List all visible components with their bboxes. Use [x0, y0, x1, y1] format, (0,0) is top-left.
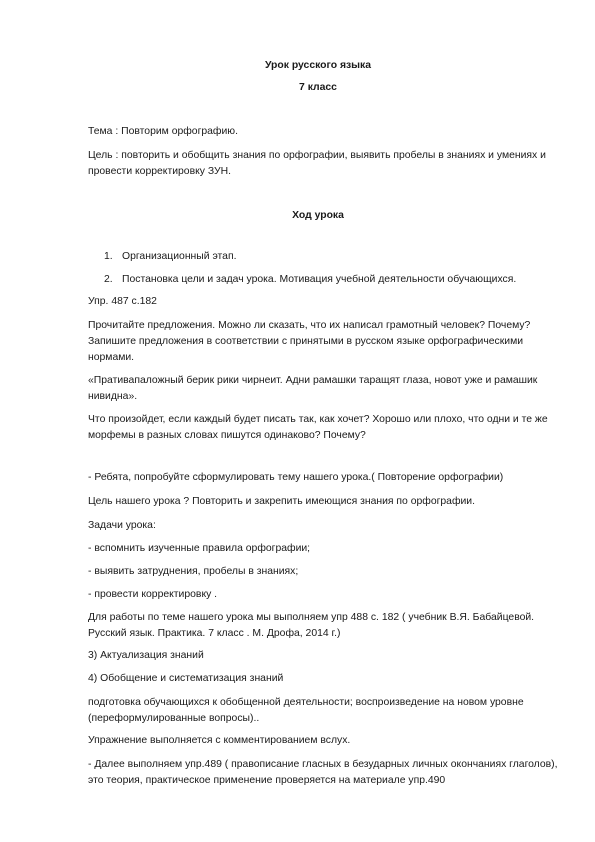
step-number: 1. — [104, 251, 113, 262]
task-item: - вспомнить изученные правила орфографии; — [88, 543, 311, 554]
formulate-topic-paragraph: - Ребята, попробуйте сформулировать тему нашего урока.( Повторение орфографии) — [88, 472, 504, 483]
step-3-heading: 3) Актуализация знаний — [88, 650, 204, 661]
preparation-paragraph: подготовка обучающихся к обобщенной деятельности; воспроизведение на новом уровне (переформулированные вопросы).. — [88, 697, 524, 724]
goal-paragraph: Цель : повторить и обобщить знания по орфографии, выявить пробелы в знаниях и умениях и провести корректировку ЗУН. — [88, 150, 546, 177]
exercise-reference: Упр. 487 с.182 — [88, 296, 157, 307]
work-paragraph: Для работы по теме нашего урока мы выполняем упр 488 с. 182 ( учебник В.Я. Бабайцевой. Русский язык. Практика. 7 класс . М. Дрофа, 2014 г.) — [88, 612, 535, 639]
grade-subtitle: 7 класс — [299, 82, 337, 93]
topic-line: Тема : Повторим орфографию. — [88, 126, 238, 137]
tasks-label: Задачи урока: — [88, 520, 156, 531]
step-number: 2. — [104, 274, 113, 285]
document-title: Урок русского языка — [264, 60, 372, 71]
task-item: - провести корректировку . — [88, 589, 218, 600]
step-text: Организационный этап. — [122, 251, 237, 262]
quote-paragraph: «Пративапаложный берик рики чирнеит. Адни рамашки таращят глаза, новот уже и рамашик нивидна». — [88, 375, 538, 402]
task-item: - выявить затруднения, пробелы в знаниях; — [88, 566, 299, 577]
section-title: Ход урока — [292, 210, 344, 221]
lesson-goal-paragraph: Цель нашего урока ? Повторить и закрепить имеющися знания по орфографии. — [88, 496, 475, 507]
task-paragraph: Прочитайте предложения. Можно ли сказать, что их написал грамотный человек? Почему? Запишите предложения в соответствии с принятыми в русском языке орфографическими нормами. — [88, 320, 531, 363]
next-exercise-paragraph: - Далее выполняем упр.489 ( правописание гласных в безударных личных окончаниях глаголов), это теория, практическое применение проверяется на материале упр.490 — [88, 759, 558, 786]
step-4-heading: 4) Обобщение и систематизация знаний — [88, 673, 284, 684]
question-paragraph: Что произойдет, если каждый будет писать так, как хочет? Хорошо или плохо, что одни и те же морфемы в разных словах пишутся одинаково? Почему? — [88, 414, 548, 441]
step-text: Постановка цели и задач урока. Мотивация учебной деятельности обучающихся. — [122, 274, 517, 285]
exercise-done-paragraph: Упражнение выполняется с комментированием вслух. — [88, 735, 351, 746]
